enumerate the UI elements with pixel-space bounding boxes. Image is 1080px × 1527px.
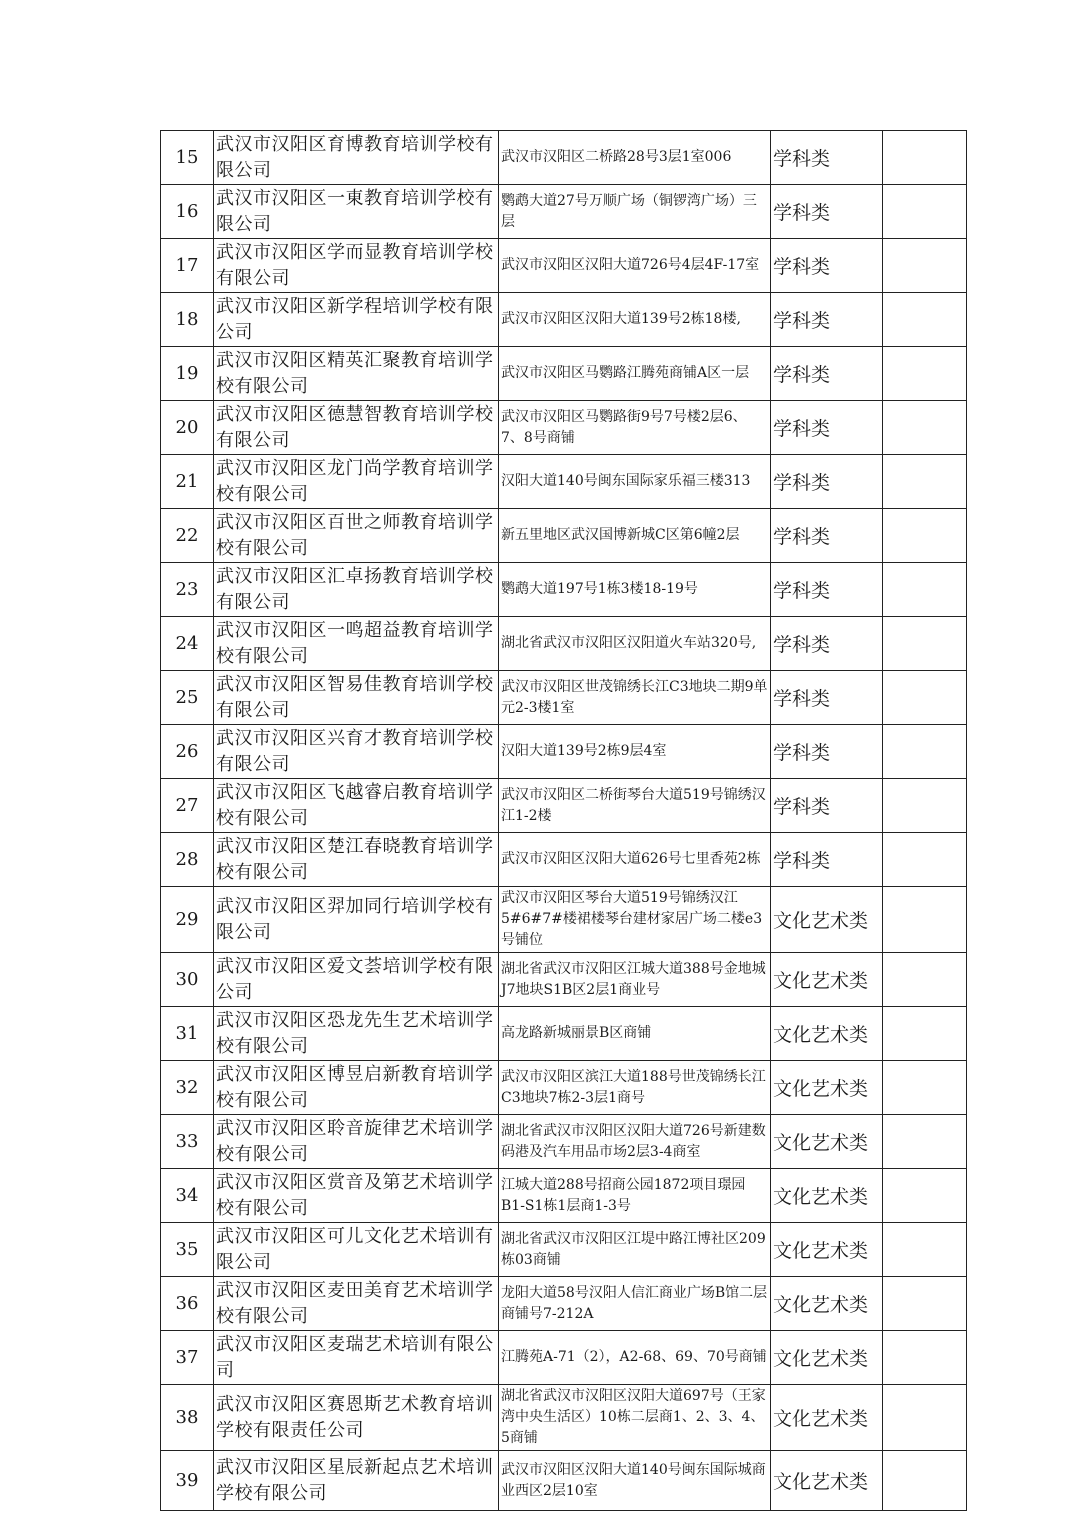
table-row [161,1061,967,1115]
category-cell: 学科类 [771,563,883,617]
table-row [161,1451,967,1511]
category-cell: 文化艺术类 [771,1223,883,1277]
school-name-cell: 武汉市汉阳区赏音及第艺术培训学校有限公司 [214,1169,499,1223]
row-number-cell: 26 [161,725,214,779]
category-cell: 学科类 [771,617,883,671]
remark-cell [883,1061,967,1115]
school-name-cell: 武汉市汉阳区智易佳教育培训学校有限公司 [214,671,499,725]
table-row [161,185,967,239]
table-row [161,1385,967,1451]
address-cell: 湖北省武汉市汉阳区汉阳道火车站320号, [499,617,771,671]
school-name-cell: 武汉市汉阳区学而显教育培训学校有限公司 [214,239,499,293]
address-cell: 武汉市汉阳区马鹦路江腾苑商铺A区一层 [499,347,771,401]
remark-cell [883,347,967,401]
row-number-cell: 35 [161,1223,214,1277]
remark-cell [883,1169,967,1223]
category-cell: 文化艺术类 [771,1061,883,1115]
category-cell: 文化艺术类 [771,1169,883,1223]
category-cell: 文化艺术类 [771,1007,883,1061]
table-row [161,401,967,455]
row-number-cell: 22 [161,509,214,563]
table-row [161,1223,967,1277]
school-name-cell: 武汉市汉阳区恐龙先生艺术培训学校有限公司 [214,1007,499,1061]
row-number-cell: 29 [161,887,214,953]
address-cell: 武汉市汉阳区世茂锦绣长江C3地块二期9单元2-3楼1室 [499,671,771,725]
school-name-cell: 武汉市汉阳区汇卓扬教育培训学校有限公司 [214,563,499,617]
table-row [161,347,967,401]
address-cell: 武汉市汉阳区汉阳大道626号七里香苑2栋 [499,833,771,887]
address-cell: 武汉市汉阳区滨江大道188号世茂锦绣长江C3地块7栋2-3层1商号 [499,1061,771,1115]
category-cell: 学科类 [771,455,883,509]
table-row [161,131,967,185]
address-cell: 高龙路新城丽景B区商铺 [499,1007,771,1061]
address-cell: 汉阳大道139号2栋9层4室 [499,725,771,779]
address-cell: 湖北省武汉市汉阳区江城大道388号金地城J7地块S1B区2层1商业号 [499,953,771,1007]
category-cell: 学科类 [771,401,883,455]
table-row [161,887,967,953]
table-row [161,1331,967,1385]
remark-cell [883,1331,967,1385]
address-cell: 武汉市汉阳区汉阳大道140号闽东国际城商业西区2层10室 [499,1451,771,1511]
address-cell: 江腾苑A-71（2），A2-68、69、70号商铺 [499,1331,771,1385]
address-cell: 鹦鹉大道27号万顺广场（铜锣湾广场）三层 [499,185,771,239]
remark-cell [883,131,967,185]
school-list-table [160,130,967,1511]
school-name-cell: 武汉市汉阳区赛恩斯艺术教育培训学校有限责任公司 [214,1385,499,1451]
category-cell: 学科类 [771,293,883,347]
category-cell: 文化艺术类 [771,953,883,1007]
category-cell: 学科类 [771,131,883,185]
row-number-cell: 15 [161,131,214,185]
row-number-cell: 39 [161,1451,214,1511]
table-row [161,1115,967,1169]
table-row [161,509,967,563]
remark-cell [883,293,967,347]
address-cell: 武汉市汉阳区二桥街琴台大道519号锦绣汉江1-2楼 [499,779,771,833]
row-number-cell: 31 [161,1007,214,1061]
school-name-cell: 武汉市汉阳区百世之师教育培训学校有限公司 [214,509,499,563]
school-name-cell: 武汉市汉阳区楚江春晓教育培训学校有限公司 [214,833,499,887]
row-number-cell: 37 [161,1331,214,1385]
table-row [161,833,967,887]
address-cell: 湖北省武汉市汉阳区汉阳大道697号（王家湾中央生活区）10栋二层商1、2、3、4、5商铺 [499,1385,771,1451]
row-number-cell: 36 [161,1277,214,1331]
school-name-cell: 武汉市汉阳区羿加同行培训学校有限公司 [214,887,499,953]
category-cell: 学科类 [771,725,883,779]
category-cell: 学科类 [771,239,883,293]
remark-cell [883,401,967,455]
category-cell: 学科类 [771,347,883,401]
remark-cell [883,1385,967,1451]
remark-cell [883,725,967,779]
category-cell: 文化艺术类 [771,1277,883,1331]
table-row [161,725,967,779]
row-number-cell: 21 [161,455,214,509]
remark-cell [883,563,967,617]
school-name-cell: 武汉市汉阳区飞越睿启教育培训学校有限公司 [214,779,499,833]
school-name-cell: 武汉市汉阳区一東教育培训学校有限公司 [214,185,499,239]
category-cell: 学科类 [771,509,883,563]
row-number-cell: 18 [161,293,214,347]
remark-cell [883,185,967,239]
table-row [161,1277,967,1331]
remark-cell [883,617,967,671]
remark-cell [883,1223,967,1277]
table-row [161,953,967,1007]
table-row [161,779,967,833]
category-cell: 学科类 [771,833,883,887]
row-number-cell: 19 [161,347,214,401]
address-cell: 鹦鹉大道197号1栋3楼18-19号 [499,563,771,617]
address-cell: 湖北省武汉市汉阳区汉阳大道726号新建数码港及汽车用品市场2层3-4商室 [499,1115,771,1169]
row-number-cell: 34 [161,1169,214,1223]
remark-cell [883,887,967,953]
remark-cell [883,239,967,293]
row-number-cell: 33 [161,1115,214,1169]
school-name-cell: 武汉市汉阳区精英汇聚教育培训学校有限公司 [214,347,499,401]
category-cell: 文化艺术类 [771,887,883,953]
remark-cell [883,1451,967,1511]
remark-cell [883,953,967,1007]
school-name-cell: 武汉市汉阳区兴育才教育培训学校有限公司 [214,725,499,779]
school-name-cell: 武汉市汉阳区一鸣超益教育培训学校有限公司 [214,617,499,671]
table-row [161,617,967,671]
school-name-cell: 武汉市汉阳区麦瑞艺术培训有限公司 [214,1331,499,1385]
category-cell: 文化艺术类 [771,1115,883,1169]
address-cell: 武汉市汉阳区汉阳大道139号2栋18楼, [499,293,771,347]
address-cell: 新五里地区武汉国博新城C区第6幢2层 [499,509,771,563]
school-name-cell: 武汉市汉阳区星辰新起点艺术培训学校有限公司 [214,1451,499,1511]
school-name-cell: 武汉市汉阳区博昱启新教育培训学校有限公司 [214,1061,499,1115]
school-name-cell: 武汉市汉阳区可儿文化艺术培训有限公司 [214,1223,499,1277]
address-cell: 湖北省武汉市汉阳区江堤中路江博社区209栋03商铺 [499,1223,771,1277]
category-cell: 文化艺术类 [771,1331,883,1385]
remark-cell [883,455,967,509]
address-cell: 武汉市汉阳区二桥路28号3层1室006 [499,131,771,185]
remark-cell [883,1277,967,1331]
row-number-cell: 28 [161,833,214,887]
row-number-cell: 17 [161,239,214,293]
school-name-cell: 武汉市汉阳区聆音旋律艺术培训学校有限公司 [214,1115,499,1169]
school-name-cell: 武汉市汉阳区麦田美育艺术培训学校有限公司 [214,1277,499,1331]
table-row [161,293,967,347]
table-body [161,131,967,1511]
table-row [161,455,967,509]
address-cell: 武汉市汉阳区琴台大道519号锦绣汉江5#6#7#楼裙楼琴台建材家居广场二楼e3号铺位 [499,887,771,953]
row-number-cell: 30 [161,953,214,1007]
table-row [161,239,967,293]
school-name-cell: 武汉市汉阳区龙门尚学教育培训学校有限公司 [214,455,499,509]
category-cell: 学科类 [771,185,883,239]
table-row [161,563,967,617]
address-cell: 江城大道288号招商公园1872项目璟园B1-S1栋1层商1-3号 [499,1169,771,1223]
remark-cell [883,833,967,887]
remark-cell [883,1115,967,1169]
school-name-cell: 武汉市汉阳区新学程培训学校有限公司 [214,293,499,347]
row-number-cell: 25 [161,671,214,725]
row-number-cell: 27 [161,779,214,833]
address-cell: 武汉市汉阳区马鹦路街9号7号楼2层6、7、8号商铺 [499,401,771,455]
row-number-cell: 23 [161,563,214,617]
table-row [161,671,967,725]
remark-cell [883,779,967,833]
remark-cell [883,671,967,725]
school-name-cell: 武汉市汉阳区育博教育培训学校有限公司 [214,131,499,185]
category-cell: 文化艺术类 [771,1385,883,1451]
category-cell: 学科类 [771,671,883,725]
category-cell: 学科类 [771,779,883,833]
school-name-cell: 武汉市汉阳区爱文荟培训学校有限公司 [214,953,499,1007]
remark-cell [883,1007,967,1061]
address-cell: 汉阳大道140号闽东国际家乐福三楼313 [499,455,771,509]
school-name-cell: 武汉市汉阳区德慧智教育培训学校有限公司 [214,401,499,455]
table-row [161,1007,967,1061]
table-row [161,1169,967,1223]
row-number-cell: 32 [161,1061,214,1115]
category-cell: 文化艺术类 [771,1451,883,1511]
row-number-cell: 38 [161,1385,214,1451]
address-cell: 武汉市汉阳区汉阳大道726号4层4F-17室 [499,239,771,293]
row-number-cell: 16 [161,185,214,239]
row-number-cell: 20 [161,401,214,455]
row-number-cell: 24 [161,617,214,671]
remark-cell [883,509,967,563]
address-cell: 龙阳大道58号汉阳人信汇商业广场B馆二层商铺号7-212A [499,1277,771,1331]
